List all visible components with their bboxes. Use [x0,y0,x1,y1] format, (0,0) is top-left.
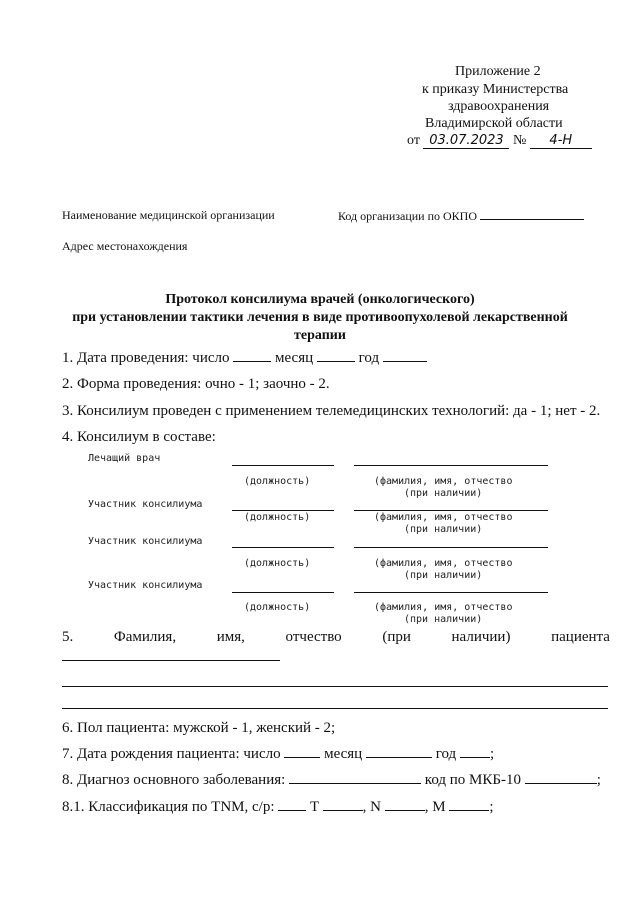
item-1-month-label: месяц [275,350,314,366]
tnm-t-label: T [310,799,319,815]
okpo-label [338,208,584,224]
participant-1-position-line[interactable] [232,510,334,511]
tnm-m-field[interactable] [449,799,489,811]
item-3: 3. Консилиум проведен с применением телемедицинских технологий: да - 1; нет - 2. [62,403,601,419]
participant-2-label: Участник консилиума [88,536,203,547]
okpo-field[interactable] [480,208,584,220]
title-line-1: Протокол консилиума врачей (онкологического) [165,292,475,307]
item-7-end: ; [489,746,495,762]
position-caption: (должность) [244,558,311,569]
item-4: 4. Консилиум в составе: [62,429,216,445]
participant-3-fio-line[interactable] [354,592,548,593]
org-name-label: Наименование медицинской организации [62,208,275,222]
appendix-line-2: к приказу Министерства [422,82,569,97]
fio-caption-2: (при наличии) [404,488,483,499]
item-5 [62,629,610,646]
birth-year-field[interactable] [460,746,490,758]
order-date: 03.07.2023 [423,133,509,149]
year-field[interactable] [383,350,427,362]
item-1-day-label: 1. Дата проведения: число [62,350,230,366]
tnm-m-label: , M [424,799,446,815]
tnm-prefix-field[interactable] [278,799,306,811]
attending-position-line[interactable] [232,465,334,466]
item-5-num: 5. [62,629,74,645]
icd-code-field[interactable] [525,772,597,784]
tnm-t-field[interactable] [323,799,363,811]
item-5-word: наличии) [451,629,511,645]
item-7-year-label: год [435,746,457,762]
appendix-line-3: здравоохранения [448,99,550,114]
fio-caption-2: (при наличии) [404,614,483,625]
participant-2-fio-line[interactable] [354,547,548,548]
date-prefix: от [407,133,420,148]
patient-name-line-3[interactable] [62,708,608,709]
appendix-line-4: Владимирской области [425,116,563,131]
attending-doctor-label: Лечащий врач [88,453,161,464]
tnm-n-field[interactable] [385,799,425,811]
item-7 [62,746,494,763]
title-line-3: терапии [294,328,346,343]
order-number: 4-Н [530,133,592,149]
fio-caption: (фамилия, имя, отчество [374,558,513,569]
participant-2-position-line[interactable] [232,547,334,548]
item-1 [62,350,427,367]
patient-name-line-2[interactable] [62,686,608,687]
participant-3-position-line[interactable] [232,592,334,593]
address-label: Адрес местонахождения [62,239,188,253]
fio-caption: (фамилия, имя, отчество [374,512,513,523]
attending-fio-line[interactable] [354,465,548,466]
appendix-date-row [407,133,592,149]
participant-1-fio-line[interactable] [354,510,548,511]
position-caption: (должность) [244,476,311,487]
item-8 [62,772,601,789]
birth-month-field[interactable] [366,746,432,758]
fio-caption: (фамилия, имя, отчество [374,476,513,487]
patient-name-line-1[interactable] [62,660,280,661]
item-8-1-end: ; [489,799,494,815]
item-1-year-label: год [358,350,380,366]
item-5-word: отчество [285,629,342,645]
position-caption: (должность) [244,602,311,613]
item-5-word: (при [382,629,411,645]
item-8-end: ; [596,772,601,788]
position-caption: (должность) [244,512,311,523]
title-line-2: при установлении тактики лечения в виде противоопухолевой лекарственной [72,310,568,325]
item-5-word: имя, [216,629,245,645]
item-8-1-label: 8.1. Классификация по TNM, с/р: [62,799,275,815]
item-5-word: Фамилия, [113,629,177,645]
item-7-month-label: месяц [324,746,363,762]
item-7-day-label: 7. Дата рождения пациента: число [62,746,281,762]
fio-caption-2: (при наличии) [404,524,483,535]
item-6: 6. Пол пациента: мужской - 1, женский - 2; [62,720,336,736]
fio-caption-2: (при наличии) [404,570,483,581]
item-2: 2. Форма проведения: очно - 1; заочно - 2. [62,376,330,392]
fio-caption: (фамилия, имя, отчество [374,602,513,613]
item-8-1 [62,799,494,816]
item-8-icd-label: код по МКБ-10 [424,772,522,788]
okpo-label-text: Код организации по ОКПО [338,209,478,223]
participant-3-label: Участник консилиума [88,580,203,591]
number-prefix: № [512,133,527,148]
month-field[interactable] [317,350,355,362]
birth-day-field[interactable] [284,746,320,758]
item-5-word: пациента [551,629,610,645]
item-8-diagnosis-label: 8. Диагноз основного заболевания: [62,772,286,788]
participant-1-label: Участник консилиума [88,499,203,510]
diagnosis-field[interactable] [289,772,421,784]
tnm-n-label: , N [362,799,382,815]
day-field[interactable] [233,350,271,362]
appendix-line-1: Приложение 2 [455,64,541,79]
